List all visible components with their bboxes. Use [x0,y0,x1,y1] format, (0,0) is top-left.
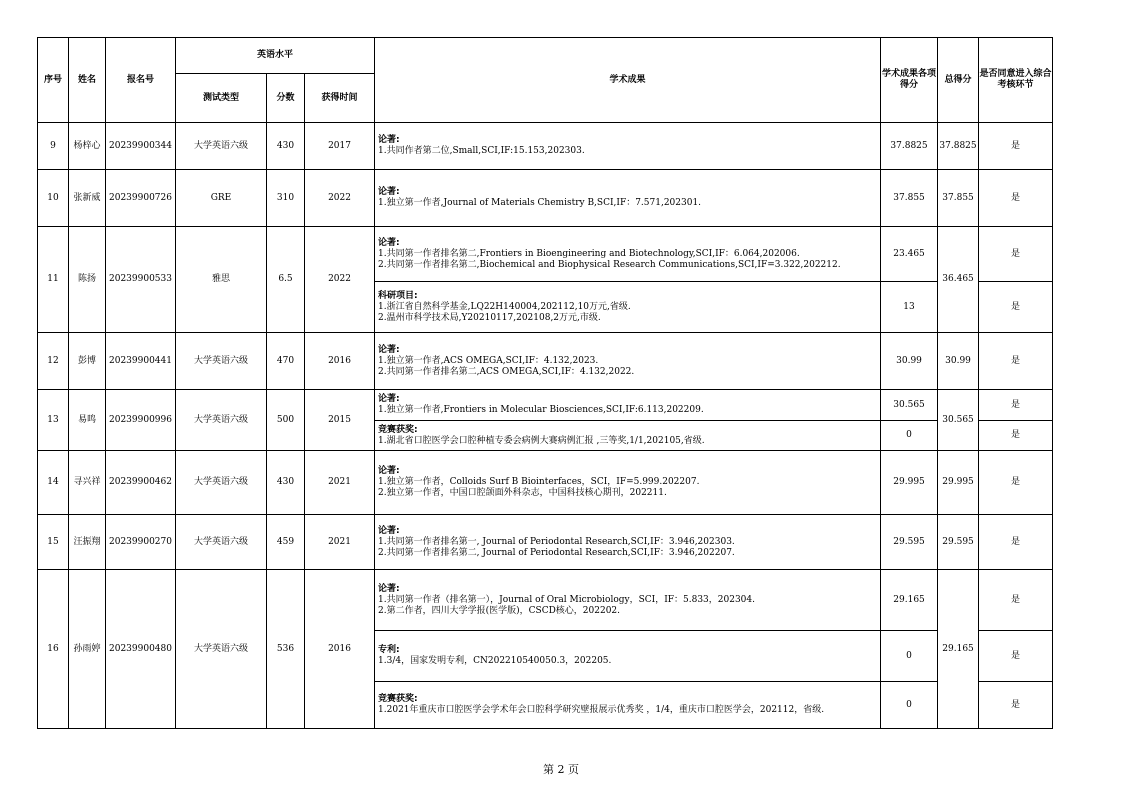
achievement-line: 1.独立第一作者,Frontiers in Molecular Biosciences,SCI,IF:6.113,202209. [378,405,704,415]
header-year: 获得时间 [305,74,375,123]
total-cell: 36.465 [938,227,979,333]
name-cell: 彭博 [69,333,106,390]
name-cell: 汪振翔 [69,515,106,570]
score-cell: 470 [267,333,305,390]
header-item-score: 学术成果各项得分 [881,38,938,123]
achievement-title: 竞赛获奖: [378,694,418,704]
total-cell: 37.8825 [938,123,979,170]
reg-no-cell: 20239900344 [106,123,176,170]
agree-cell: 是 [979,170,1053,227]
test-type-cell: 大学英语六级 [176,570,267,729]
agree-cell: 是 [979,570,1053,631]
achievement-cell [375,282,881,333]
name-cell: 杨梓心 [69,123,106,170]
seq-cell: 10 [38,170,69,227]
test-type-cell: 大学英语六级 [176,515,267,570]
achievement-title: 竞赛获奖: [378,424,418,435]
seq-cell: 9 [38,123,69,170]
achievement-cell [375,570,881,631]
total-cell: 29.165 [938,570,979,729]
achievement-cell [375,390,881,421]
achievement-line: 1.湖北省口腔医学会口腔种植专委会病例大赛病例汇报 ,三等奖,1/1,202105,省级. [378,435,705,446]
achievement-line: 2.共同第一作者排名第二,Biochemical and Biophysical Research Communications,SCI,IF=3.322,202212. [378,259,841,270]
achievement-line: 2.共同第一作者排名第二,ACS OMEGA,SCI,IF：4.132,2022. [378,366,635,377]
achievement-title: 论著: [378,187,400,197]
achievement-cell [375,682,881,729]
achievement-line: 1.共同第一作者（排名第一），Journal of Oral Microbiology，SCI，IF：5.833，202304. [378,594,755,605]
table-row [38,451,1053,515]
achievement-line: 2.共同第一作者排名第二, Journal of Periodontal Research,SCI,IF：3.946,202207. [378,547,735,558]
achievement-cell [375,123,881,170]
item-score-cell: 29.595 [881,515,938,570]
header-seq: 序号 [38,38,69,123]
agree-cell: 是 [979,282,1053,333]
seq-cell: 15 [38,515,69,570]
table-row [38,227,1053,282]
name-cell: 寻兴祥 [69,451,106,515]
achievement-line: 1.2021年重庆市口腔医学会学术年会口腔科学研究壁报展示优秀奖 ，1/4，重庆市口腔医学会，202112，省级. [378,705,825,715]
test-type-cell: 大学英语六级 [176,123,267,170]
year-cell: 2015 [305,390,375,451]
score-cell: 430 [267,451,305,515]
name-cell: 陈扬 [69,227,106,333]
test-type-cell: 雅思 [176,227,267,333]
header-test-type: 测试类型 [176,74,267,123]
agree-cell: 是 [979,682,1053,729]
reg-no-cell: 20239900441 [106,333,176,390]
score-cell: 536 [267,570,305,729]
agree-cell: 是 [979,390,1053,421]
achievement-line: 1.共同作者第二位,Small,SCI,IF:15.153,202303. [378,146,585,156]
score-cell: 6.5 [267,227,305,333]
achievement-cell [375,421,881,451]
achievement-line: 2.温州市科学技术局,Y20210117,202108,2万元,市级. [378,312,601,323]
year-cell: 2021 [305,515,375,570]
achievement-cell [375,631,881,682]
header-english: 英语水平 [176,38,375,74]
agree-cell: 是 [979,451,1053,515]
header-reg-no: 报名号 [106,38,176,123]
item-score-cell: 0 [881,421,938,451]
reg-no-cell: 20239900480 [106,570,176,729]
score-cell: 459 [267,515,305,570]
header-score: 分数 [267,74,305,123]
table-row [38,333,1053,390]
item-score-cell: 13 [881,282,938,333]
achievement-title: 论著: [378,583,400,594]
total-cell: 30.565 [938,390,979,451]
achievement-line: 1.独立第一作者,Journal of Materials Chemistry B,SCI,IF：7.571,202301. [378,198,702,208]
table-row [38,170,1053,227]
achievement-title: 论著: [378,237,400,248]
item-score-cell: 30.565 [881,390,938,421]
item-score-cell: 0 [881,631,938,682]
score-table [37,37,1053,729]
achievement-line: 2.独立第一作者，中国口腔颌面外科杂志，中国科技核心期刊，202211. [378,488,667,498]
item-score-cell: 0 [881,682,938,729]
agree-cell: 是 [979,227,1053,282]
reg-no-cell: 20239900996 [106,390,176,451]
table-row [38,515,1053,570]
item-score-cell: 37.8825 [881,123,938,170]
total-cell: 37.855 [938,170,979,227]
reg-no-cell: 20239900533 [106,227,176,333]
seq-cell: 16 [38,570,69,729]
achievement-line: 1.3/4，国家发明专利，CN202210540050.3，202205. [378,656,612,666]
year-cell: 2017 [305,123,375,170]
item-score-cell: 23.465 [881,227,938,282]
total-cell: 29.595 [938,515,979,570]
name-cell: 张新威 [69,170,106,227]
achievement-title: 论著: [378,525,400,536]
year-cell: 2016 [305,333,375,390]
test-type-cell: 大学英语六级 [176,390,267,451]
agree-cell: 是 [979,631,1053,682]
reg-no-cell: 20239900462 [106,451,176,515]
achievement-title: 论著: [378,344,400,355]
name-cell: 孙雨婷 [69,570,106,729]
test-type-cell: 大学英语六级 [176,333,267,390]
item-score-cell: 29.995 [881,451,938,515]
item-score-cell: 30.99 [881,333,938,390]
achievement-line: 2.第二作者，四川大学学报(医学版)，CSCD核心，202202. [378,605,621,616]
achievement-line: 1.独立第一作者,ACS OMEGA,SCI,IF：4.132,2023. [378,355,599,366]
item-score-cell: 29.165 [881,570,938,631]
score-cell: 430 [267,123,305,170]
achievement-title: 科研项目: [378,290,418,301]
header-agree: 是否同意进入综合考核环节 [979,38,1053,123]
achievement-line: 1.共同第一作者排名第二,Frontiers in Bioengineering and Biotechnology,SCI,IF：6.064,202006. [378,248,800,259]
reg-no-cell: 20239900270 [106,515,176,570]
seq-cell: 14 [38,451,69,515]
name-cell: 易鸣 [69,390,106,451]
item-score-cell: 37.855 [881,170,938,227]
agree-cell: 是 [979,515,1053,570]
reg-no-cell: 20239900726 [106,170,176,227]
header-achievements: 学术成果 [375,38,881,123]
page-number: 第 2 页 [543,763,579,776]
total-cell: 29.995 [938,451,979,515]
header-name: 姓名 [69,38,106,123]
achievement-cell [375,170,881,227]
table-row [38,570,1053,631]
achievement-title: 论著: [378,466,400,476]
header-total: 总得分 [938,38,979,123]
agree-cell: 是 [979,421,1053,451]
achievement-title: 论著: [378,135,400,145]
achievement-title: 论著: [378,394,400,404]
test-type-cell: 大学英语六级 [176,451,267,515]
year-cell: 2022 [305,227,375,333]
agree-cell: 是 [979,333,1053,390]
achievement-title: 专利: [378,645,400,655]
score-cell: 310 [267,170,305,227]
table-row [38,123,1053,170]
achievement-cell [375,515,881,570]
achievement-cell [375,227,881,282]
achievement-line: 1.共同第一作者排名第一, Journal of Periodontal Research,SCI,IF：3.946,202303. [378,536,735,547]
seq-cell: 13 [38,390,69,451]
achievement-cell [375,451,881,515]
year-cell: 2016 [305,570,375,729]
total-cell: 30.99 [938,333,979,390]
year-cell: 2022 [305,170,375,227]
year-cell: 2021 [305,451,375,515]
achievement-line: 1.浙江省自然科学基金,LQ22H140004,202112,10万元,省级. [378,301,631,312]
test-type-cell: GRE [176,170,267,227]
table-row [38,390,1053,421]
score-cell: 500 [267,390,305,451]
seq-cell: 12 [38,333,69,390]
agree-cell: 是 [979,123,1053,170]
seq-cell: 11 [38,227,69,333]
achievement-cell [375,333,881,390]
achievement-line: 1.独立第一作者，Colloids Surf B Biointerfaces，SCI，IF=5.999.202207. [378,477,700,487]
